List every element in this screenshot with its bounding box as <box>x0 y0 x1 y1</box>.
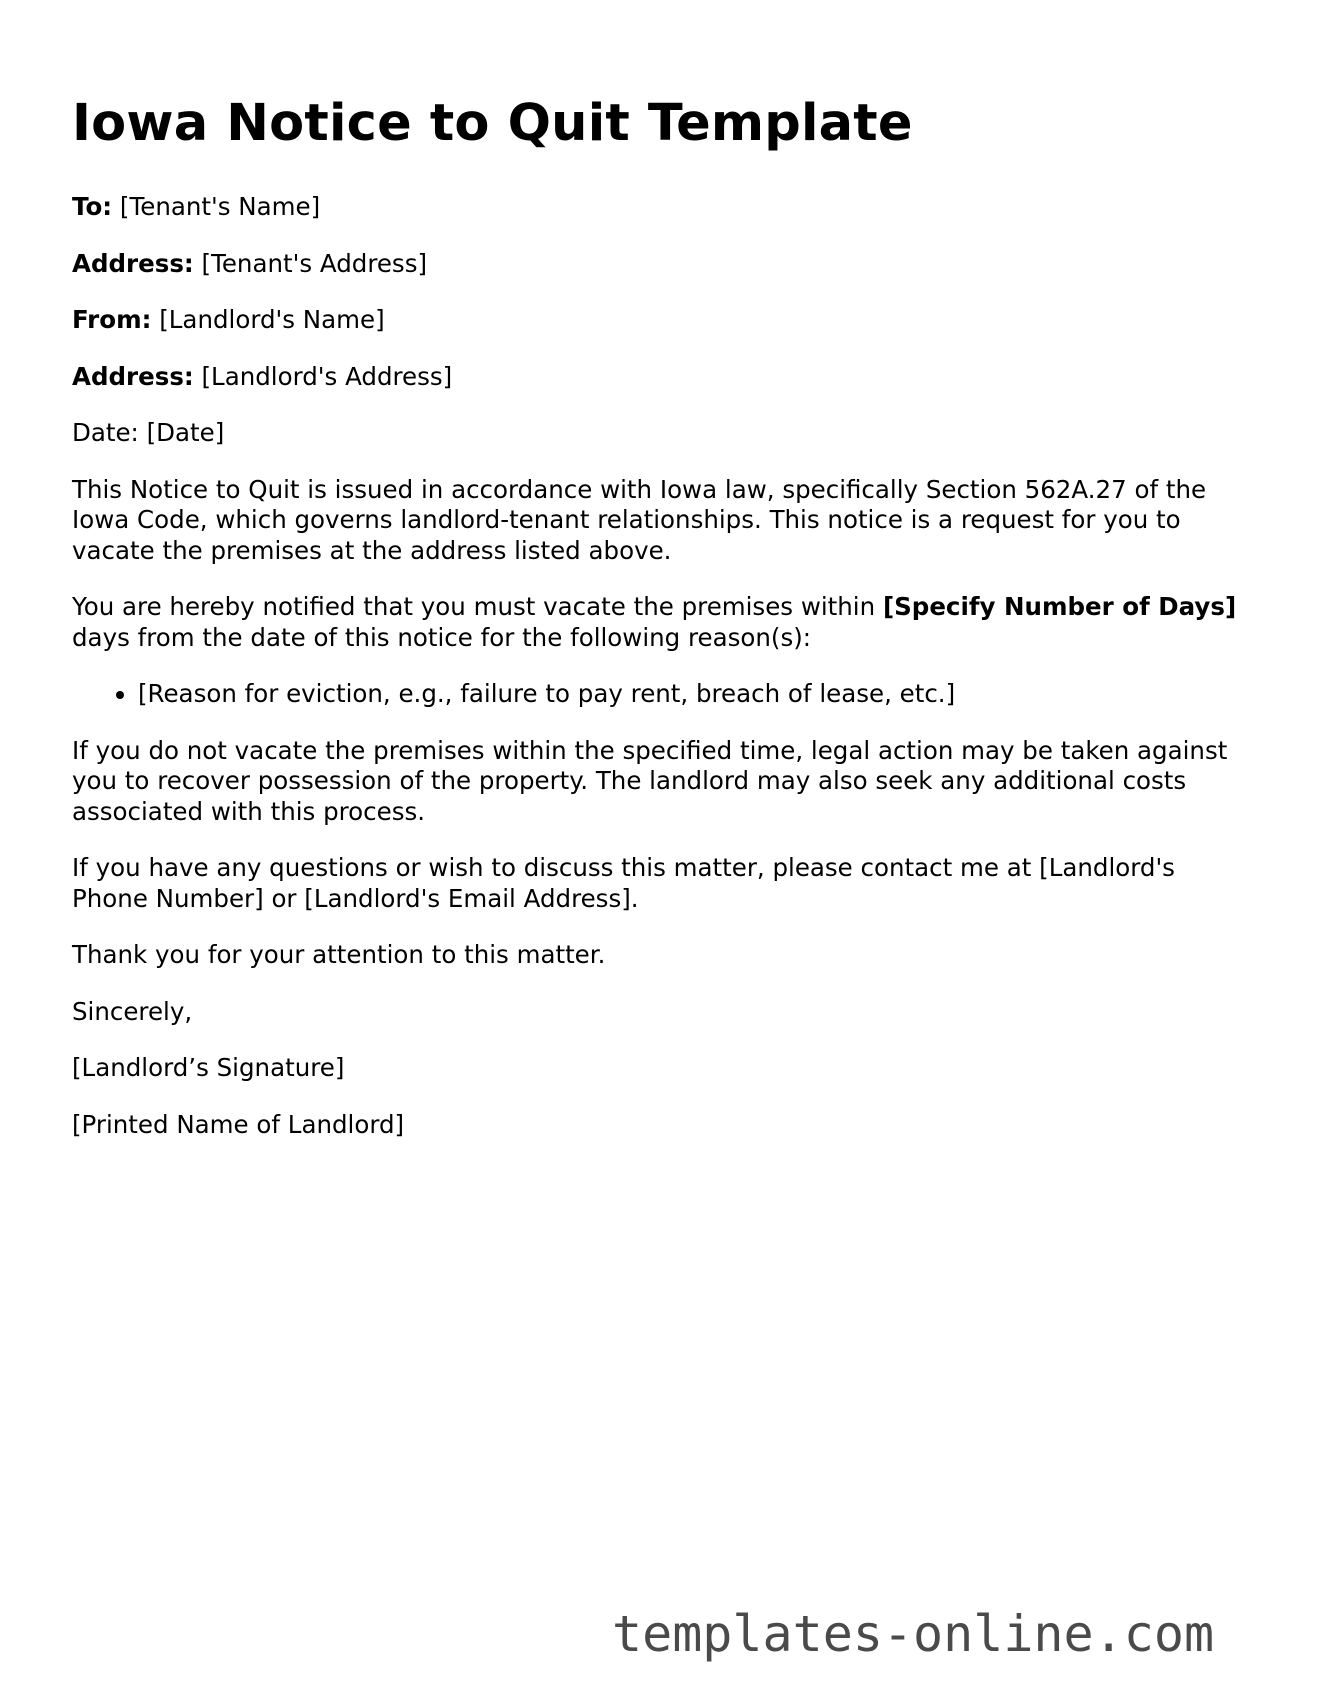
reasons-list <box>72 679 1252 710</box>
signature-line: [Landlord’s Signature] <box>72 1053 345 1082</box>
from-line <box>72 305 1252 336</box>
date-line: Date: [Date] <box>72 418 225 447</box>
notice-page <box>72 0 1252 1166</box>
tenant-address-value: [Tenant's Address] <box>201 248 428 278</box>
landlord-address-value: [Landlord's Address] <box>201 361 453 391</box>
landlord-address-line <box>72 362 1252 393</box>
thanks-line: Thank you for your attention to this matter. <box>72 940 606 969</box>
to-value: [Tenant's Name] <box>119 192 321 221</box>
vacate-paragraph <box>72 592 1252 653</box>
vacate-text-after: days from the date of this notice for the following reason(s): <box>72 622 812 652</box>
reason-item: • [Reason for eviction, e.g., failure to pay rent, breach of lease, etc.] <box>138 679 1252 710</box>
from-label: From: <box>72 305 152 334</box>
vacate-text-before: You are hereby notified that you must vacate the premises within <box>72 592 883 621</box>
consequence-paragraph: If you do not vacate the premises within the specified time, legal action may be taken against you to recover possession of the property. The landlord may also seek any additional costs associated with this process. <box>72 735 1228 826</box>
contact-paragraph: If you have any questions or wish to discuss this matter, please contact me at [Landlord's Phone Number] or [Landlord's Email Address]. <box>72 853 1175 913</box>
landlord-address-label: Address: <box>72 361 194 391</box>
page-title: Iowa Notice to Quit Template <box>72 94 913 153</box>
watermark-text: templates-online.com <box>612 1605 1215 1663</box>
from-value: [Landlord's Name] <box>159 305 385 334</box>
intro-paragraph: This Notice to Quit is issued in accordance with Iowa law, specifically Section 562A.27 of the Iowa Code, which governs landlord-tenant relationships. This notice is a request for you to vacate the premises at the address listed above. <box>72 474 1207 565</box>
printed-name-line: [Printed Name of Landlord] <box>72 1109 405 1139</box>
tenant-address-line <box>72 249 1252 280</box>
closing-line: Sincerely, <box>72 996 193 1026</box>
tenant-address-label: Address: <box>72 248 194 278</box>
days-placeholder: [Specify Number of Days] <box>882 592 1237 621</box>
to-label: To: <box>72 192 113 221</box>
to-line <box>72 192 1252 223</box>
notice-body <box>72 192 1252 1140</box>
